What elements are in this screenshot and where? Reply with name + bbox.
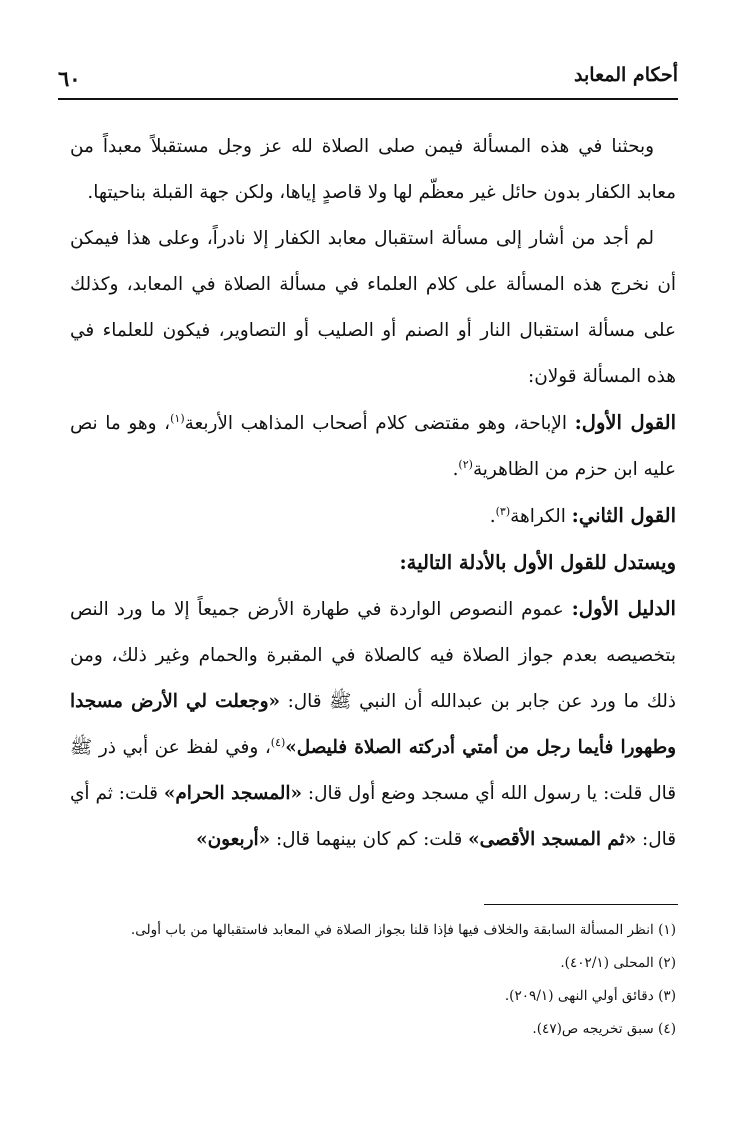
paragraph-intro: وبحثنا في هذه المسألة فيمن صلى الصلاة لله عز وجل مستقبلاً معبداً من معابد الكفار بدون حائل غير معظّم لها ولا قاصدٍ إياها، ولكن جهة القبلة بناحيتها. — [70, 136, 676, 203]
footnote-ref-1[interactable]: (١) — [170, 411, 185, 425]
first-evidence-label: الدليل الأول: — [571, 597, 676, 620]
first-opinion-text-cont: ، وهو ما نص عليه ابن حزم من الظاهرية — [70, 413, 676, 480]
first-evidence — [70, 586, 676, 863]
footnote-ref-4[interactable]: (٤) — [270, 735, 286, 749]
page-header — [58, 60, 678, 100]
first-evidence-text-cont: ، وفي لفظ عن أبي ذر ﷺ قال قلت: يا رسول الله أي مسجد وضع أول قال: — [70, 737, 676, 804]
second-opinion — [70, 493, 676, 540]
footnote-ref-3[interactable]: (٣) — [495, 504, 511, 518]
evidence-heading: ويستدل للقول الأول بالأدلة التالية: — [399, 551, 676, 574]
first-opinion-label: القول الأول: — [574, 411, 676, 434]
hadith-quote-4: «أربعون» — [196, 829, 271, 850]
footnote-1: (١) انظر المسألة السابقة والخلاف فيها فإذا قلنا بجواز الصلاة في المعابد فاستقبالها من باب أولى. — [130, 922, 676, 938]
first-evidence-text-cont-2: قلت: ثم أي قال: — [70, 783, 676, 850]
second-opinion-text: الكراهة — [510, 506, 572, 527]
running-title: أحكام المعابد — [574, 64, 678, 86]
hadith-quote: «وجعلت لي الأرض مسجدا وطهورا فأيما رجل من أمتي أدركته الصلاة فليصل» — [70, 691, 676, 758]
first-evidence-text: عموم النصوص الواردة في طهارة الأرض جميعاً إلا ما ورد النص بتخصيصه بعدم جواز الصلاة فيه كالصلاة في المقبرة والحمام وغير ذلك، ومن ذلك ما ورد عن جابر بن عبدالله أن النبي ﷺ قال: — [70, 599, 676, 712]
page-number: ٦٠ — [58, 66, 81, 91]
first-opinion-text: الإباحة، وهو مقتضى كلام أصحاب المذاهب الأربعة — [184, 413, 575, 434]
sentence-end: . — [489, 506, 496, 527]
hadith-quote-3: «ثم المسجد الأقصى» — [468, 829, 637, 850]
sentence-end: . — [452, 459, 459, 480]
footnote-ref-2[interactable]: (٢) — [458, 457, 473, 471]
second-opinion-label: القول الثاني: — [571, 504, 676, 527]
paragraph-context: لم أجد من أشار إلى مسألة استقبال معابد الكفار إلا نادراً، وعلى هذا فيمكن أن نخرج هذه المسألة على كلام العلماء في مسألة الصلاة في المعابد، وكذلك على مسألة استقبال النار أو الصنم أو الصليب أو التصاوير، فيكون للعلماء في هذه المسألة قولان: — [70, 228, 676, 387]
footnote-divider — [484, 904, 678, 905]
first-evidence-text-cont-3: قلت: كم كان بينهما قال: — [270, 829, 469, 850]
hadith-quote-2: «المسجد الحرام» — [163, 783, 302, 804]
main-text — [70, 124, 676, 863]
first-opinion — [70, 400, 676, 493]
footnotes — [60, 914, 676, 1046]
footnote-4: (٤) سبق تخريجه ص(٤٧). — [532, 1021, 676, 1037]
footnote-3: (٣) دقائق أولي النهى (٢٠٩/١). — [504, 988, 676, 1004]
footnote-2: (٢) المحلى (٤٠٢/١). — [560, 955, 676, 971]
